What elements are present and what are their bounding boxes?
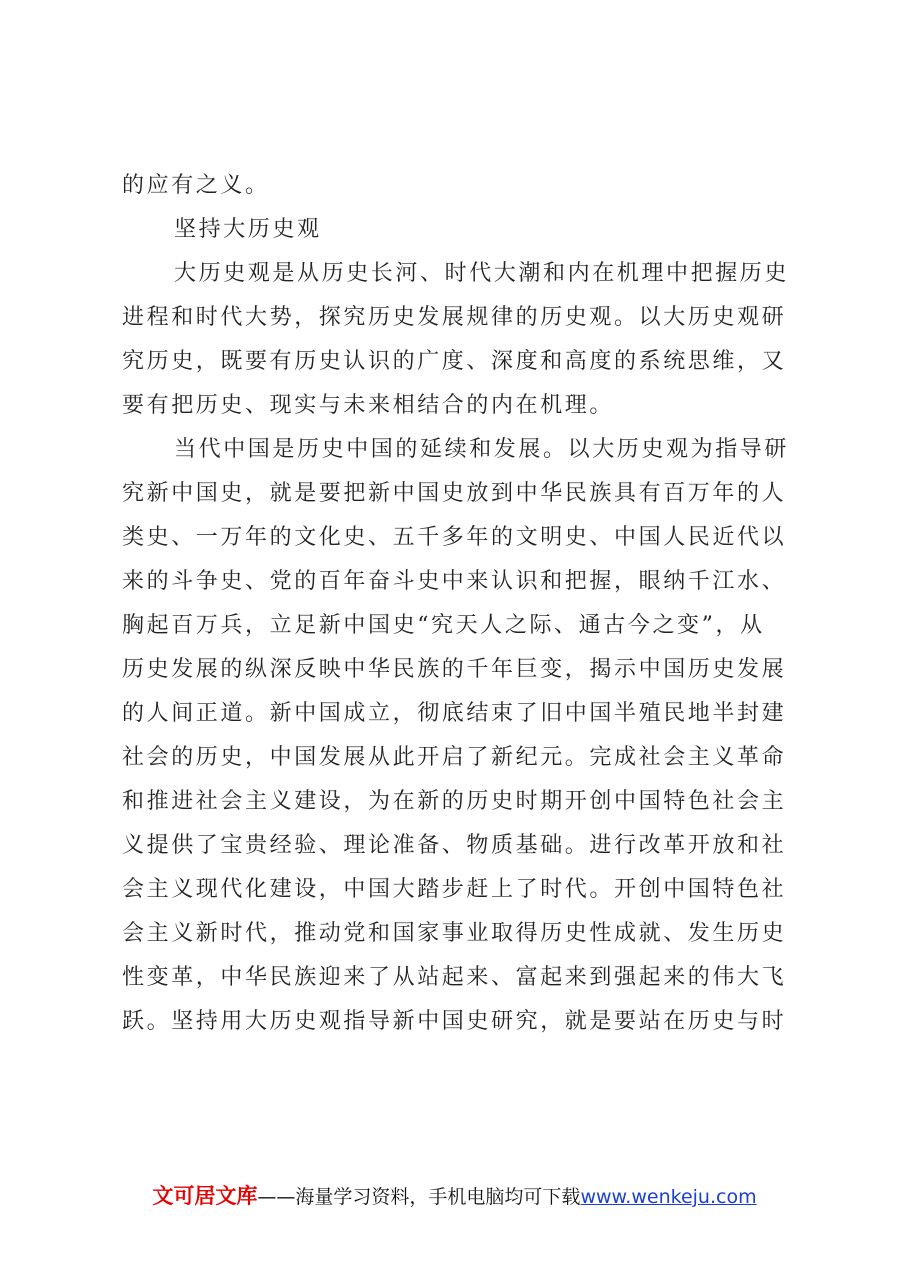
text-line: 性变革，中华民族迎来了从站起来、富起来到强起来的伟大飞	[122, 965, 787, 990]
text-line: 来的斗争史、党的百年奋斗史中来认识和把握，眼纳千江水、	[122, 569, 787, 594]
footer-banner	[0, 1182, 909, 1211]
text-line: 和推进社会主义建设，为在新的历史时期开创中国特色社会主	[122, 789, 787, 814]
text-line: 进程和时代大势，探究历史发展规律的历史观。以大历史观研	[122, 305, 787, 330]
brand-name: 文可居文库	[152, 1184, 258, 1208]
text-line: 历史发展的纵深反映中华民族的千年巨变，揭示中国历史发展	[122, 657, 787, 682]
text-line: 会主义新时代，推动党和国家事业取得历史性成就、发生历史	[122, 921, 787, 946]
text-line: 类史、一万年的文化史、五千多年的文明史、中国人民近代以	[122, 525, 787, 550]
text-line: 会主义现代化建设，中国大踏步赶上了时代。开创中国特色社	[122, 877, 787, 902]
text-line: 的人间正道。新中国成立，彻底结束了旧中国半殖民地半封建	[122, 701, 787, 726]
text-line: 当代中国是历史中国的延续和发展。以大历史观为指导研	[174, 437, 790, 462]
text-line: 胸起百万兵，立足新中国史“究天人之际、通古今之变”，从	[122, 613, 765, 638]
body-text	[122, 164, 794, 1044]
text-line: 义提供了宝贵经验、理论准备、物质基础。进行改革开放和社	[122, 833, 787, 858]
footer-dash: ——	[257, 1186, 296, 1208]
text-line: 社会的历史，中国发展从此开启了新纪元。完成社会主义革命	[122, 745, 787, 770]
text-line: 大历史观是从历史长河、时代大潮和内在机理中把握历史	[174, 261, 790, 286]
footer-slogan: 海量学习资料，手机电脑均可下载	[295, 1186, 581, 1208]
section-heading: 坚持大历史观	[174, 217, 322, 242]
text-line: 的应有之义。	[122, 173, 270, 198]
text-line: 要有把历史、现实与未来相结合的内在机理。	[122, 393, 615, 418]
text-line: 究历史，既要有历史认识的广度、深度和高度的系统思维，又	[122, 349, 787, 374]
text-line: 跃。坚持用大历史观指导新中国史研究，就是要站在历史与时	[122, 1009, 787, 1034]
website-link[interactable]: www.wenkeju.com	[580, 1186, 757, 1208]
text-line: 究新中国史，就是要把新中国史放到中华民族具有百万年的人	[122, 481, 787, 506]
